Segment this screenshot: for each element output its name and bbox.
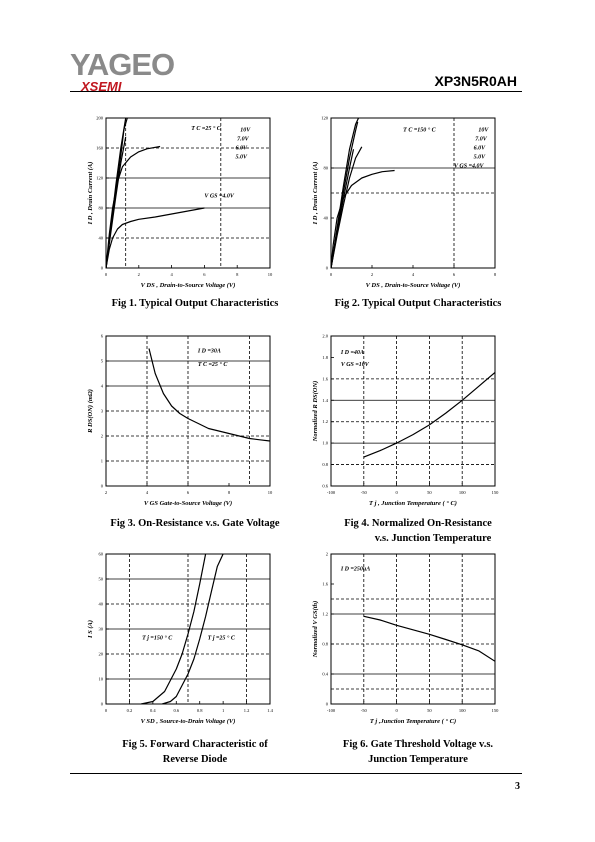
annotation-label: 10V bbox=[478, 127, 489, 134]
x-tick-label: 0 bbox=[395, 708, 398, 713]
annotation-label: 5.0V bbox=[235, 154, 248, 161]
y-tick-label: 160 bbox=[96, 145, 103, 151]
y-tick-label: 0 bbox=[100, 701, 103, 707]
annotation-label: 10V bbox=[240, 127, 251, 134]
y-axis-label: Normalized V GS(th) bbox=[312, 600, 319, 658]
footer-divider bbox=[70, 773, 522, 774]
y-tick-label: 80 bbox=[98, 205, 103, 211]
annotation-label: T C =25 ° C bbox=[197, 362, 228, 368]
y-tick-label: 30 bbox=[98, 626, 103, 632]
x-axis-label: T j , Junction Temperature ( ° C) bbox=[369, 500, 457, 507]
series-line bbox=[106, 137, 126, 268]
x-tick-label: 150 bbox=[491, 708, 499, 713]
x-tick-label: 0.2 bbox=[126, 708, 133, 713]
y-tick-label: 0.8 bbox=[322, 462, 328, 468]
y-tick-label: 20 bbox=[98, 651, 103, 657]
x-tick-label: 0 bbox=[329, 272, 333, 277]
x-tick-label: 8 bbox=[493, 272, 497, 277]
y-axis-label: I S (A) bbox=[87, 619, 94, 639]
annotation-label: T C =25 ° C bbox=[191, 126, 221, 132]
x-tick-label: -50 bbox=[360, 490, 367, 495]
plot-frame bbox=[331, 554, 495, 704]
y-tick-label: 0 bbox=[100, 483, 103, 489]
y-tick-label: 2 bbox=[100, 433, 103, 439]
y-axis-label: I D , Drain Current (A) bbox=[312, 161, 319, 225]
fig2-chart bbox=[305, 112, 505, 292]
x-tick-label: 4 bbox=[170, 272, 173, 277]
y-axis-label: Normalized R DS(ON) bbox=[312, 380, 319, 442]
annotation-label: V GS =4.0V bbox=[454, 163, 484, 170]
y-axis-label: I D , Drain Current (A) bbox=[87, 161, 94, 225]
annotation-label: I D =30A bbox=[197, 348, 221, 355]
x-axis-label: V DS , Drain-to-Source Voltage (V) bbox=[140, 282, 236, 289]
x-tick-label: 1.2 bbox=[243, 708, 250, 713]
y-tick-label: 4 bbox=[100, 383, 103, 389]
annotation-label: 6.0V bbox=[235, 145, 248, 152]
fig5-caption: Fig 5. Forward Characteristic of Reverse Diode bbox=[122, 739, 268, 765]
x-tick-label: 8 bbox=[236, 272, 239, 277]
x-tick-label: 10 bbox=[267, 490, 273, 495]
x-axis-label: V GS Gate-to-Source Voltage (V) bbox=[143, 500, 233, 507]
x-tick-label: 0 bbox=[395, 490, 398, 495]
fig1-caption: Fig 1. Typical Output Characteristics bbox=[111, 298, 279, 309]
annotation-label: T j =150 ° C bbox=[142, 635, 173, 642]
x-tick-label: -100 bbox=[326, 708, 336, 713]
fig5-chart bbox=[80, 548, 280, 728]
annotation-label: 7.0V bbox=[237, 136, 249, 143]
y-tick-label: 0 bbox=[100, 265, 103, 271]
y-tick-label: 0 bbox=[325, 701, 328, 707]
y-tick-label: 5 bbox=[100, 358, 103, 364]
y-tick-label: 120 bbox=[96, 175, 103, 181]
x-tick-label: 6 bbox=[203, 272, 206, 277]
y-tick-label: 0.6 bbox=[322, 483, 328, 489]
x-tick-label: 0.6 bbox=[173, 708, 180, 713]
x-tick-label: 50 bbox=[427, 490, 432, 495]
y-tick-label: 1.2 bbox=[322, 611, 328, 617]
x-tick-label: 0 bbox=[104, 272, 108, 277]
y-tick-label: 3 bbox=[100, 408, 103, 414]
fig6-chart bbox=[305, 548, 505, 728]
y-tick-label: 2.0 bbox=[322, 333, 328, 339]
y-tick-label: 0 bbox=[325, 265, 328, 271]
x-tick-label: 6 bbox=[186, 490, 190, 495]
annotation-label: T C =150 ° C bbox=[403, 127, 436, 134]
y-tick-label: 50 bbox=[98, 576, 103, 582]
x-tick-label: 10 bbox=[267, 272, 273, 277]
x-tick-label: 1 bbox=[222, 708, 225, 713]
annotation-label: 7.0V bbox=[475, 136, 487, 143]
annotation-label: V GS =4.0V bbox=[204, 193, 234, 200]
y-tick-label: 6 bbox=[100, 333, 103, 339]
y-tick-label: 200 bbox=[96, 115, 103, 121]
x-tick-label: 8 bbox=[227, 490, 231, 495]
x-axis-label: V DS , Drain-to-Source Voltage (V) bbox=[365, 282, 461, 289]
x-axis-label: V SD , Source-to-Drain Voltage (V) bbox=[140, 718, 236, 725]
x-tick-label: 50 bbox=[427, 708, 432, 713]
logo-sub-text: XSEMI bbox=[81, 79, 122, 94]
x-tick-label: 2 bbox=[370, 272, 374, 277]
y-tick-label: 40 bbox=[98, 235, 103, 241]
fig4-caption: Fig 4. Normalized On-Resistance v.s. Junction Temperature bbox=[344, 518, 492, 544]
fig1-chart bbox=[80, 112, 280, 292]
plot-frame bbox=[331, 336, 495, 486]
y-tick-label: 1.0 bbox=[322, 440, 328, 446]
fig2-caption: Fig 2. Typical Output Characteristics bbox=[334, 298, 502, 309]
series-line bbox=[364, 372, 495, 457]
x-tick-label: 1.4 bbox=[267, 708, 273, 713]
fig4-chart bbox=[305, 330, 505, 510]
y-tick-label: 1.6 bbox=[322, 581, 328, 587]
y-tick-label: 0.8 bbox=[322, 641, 328, 647]
x-tick-label: 0.8 bbox=[196, 708, 203, 713]
annotation-label: 5.0V bbox=[473, 154, 486, 161]
x-tick-label: 2 bbox=[137, 272, 140, 277]
fig6-caption: Fig 6. Gate Threshold Voltage v.s. Junction Temperature bbox=[342, 739, 494, 765]
x-tick-label: 100 bbox=[458, 490, 466, 495]
part-number: XP3N5R0AH bbox=[434, 73, 517, 89]
y-tick-label: 1.6 bbox=[322, 376, 328, 382]
y-tick-label: 40 bbox=[323, 215, 328, 221]
x-tick-label: 0 bbox=[104, 708, 108, 713]
header-divider bbox=[70, 91, 522, 92]
y-axis-label: R DS(ON) (mΩ) bbox=[87, 389, 94, 433]
y-tick-label: 80 bbox=[323, 165, 328, 171]
annotation-label: V GS =10V bbox=[340, 362, 369, 368]
x-tick-label: 0.4 bbox=[150, 708, 156, 713]
x-tick-label: -50 bbox=[360, 708, 367, 713]
y-tick-label: 0.4 bbox=[322, 671, 328, 677]
annotation-label: 6.0V bbox=[473, 145, 486, 152]
page-number: 3 bbox=[515, 781, 520, 792]
company-logo bbox=[70, 47, 175, 94]
x-axis-label: T j ,Junction Temperature ( ° C) bbox=[369, 718, 457, 725]
x-tick-label: 4 bbox=[145, 490, 149, 495]
x-tick-label: 6 bbox=[452, 272, 456, 277]
fig3-caption: Fig 3. On-Resistance v.s. Gate Voltage bbox=[110, 518, 280, 529]
y-tick-label: 1.8 bbox=[322, 354, 328, 360]
y-tick-label: 2 bbox=[325, 551, 328, 557]
series-line bbox=[106, 208, 204, 268]
x-tick-label: 150 bbox=[491, 490, 499, 495]
y-tick-label: 40 bbox=[98, 601, 103, 607]
y-tick-label: 10 bbox=[98, 676, 103, 682]
y-tick-label: 1.2 bbox=[322, 419, 328, 425]
y-tick-label: 60 bbox=[98, 551, 103, 557]
y-tick-label: 120 bbox=[321, 115, 328, 121]
annotation-label: I D =250uA bbox=[340, 566, 371, 573]
annotation-label: T j =25 ° C bbox=[207, 635, 235, 642]
fig3-chart bbox=[80, 330, 280, 510]
y-tick-label: 1.4 bbox=[322, 397, 328, 403]
y-tick-label: 1 bbox=[100, 458, 103, 464]
x-tick-label: 2 bbox=[104, 490, 108, 495]
x-tick-label: 100 bbox=[458, 708, 466, 713]
logo-main-text: YAGEO bbox=[70, 47, 175, 82]
x-tick-label: 4 bbox=[411, 272, 415, 277]
x-tick-label: -100 bbox=[326, 490, 336, 495]
annotation-label: I D =40A bbox=[340, 350, 364, 356]
